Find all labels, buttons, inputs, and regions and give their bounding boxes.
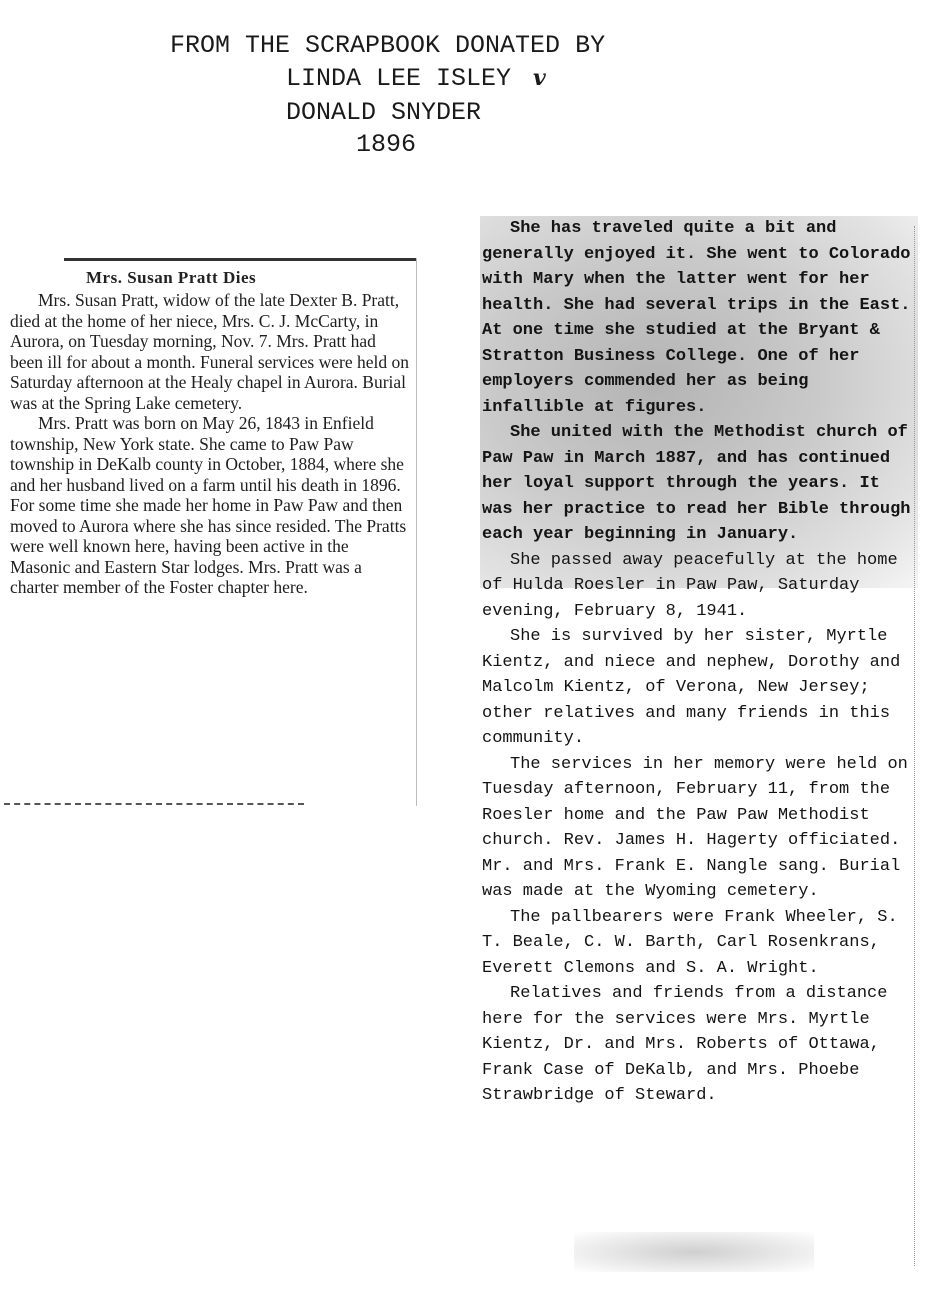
obituary-clipping-susan-pratt <box>4 258 417 806</box>
clipping-paragraph <box>482 420 916 548</box>
header-year: 1896 <box>356 130 417 159</box>
paragraph-text: Mrs. Pratt was born on May 26, 1843 in Enfield township, New York state. She came to Paw Paw township in DeKalb county in October, 1884, where she and her husband lived on a farm until his death in 1896. For some time she made her home in Paw Paw and then moved to Aurora where she has since resided. The Pratts were well known here, having been active in the Masonic and Eastern Star lodges. Mrs. Pratt was a charter member of the Foster chapter here. <box>10 413 407 597</box>
clipping-paragraph <box>482 905 916 982</box>
clipping-body <box>10 290 410 598</box>
paragraph-text: She passed away peacefully at the home of Hulda Roesler in Paw Paw, Saturday evening, February 8, 1941. <box>482 550 898 621</box>
clipping-paragraph <box>482 624 916 752</box>
obituary-clipping-continued <box>474 216 920 1276</box>
clipping-headline: Mrs. Susan Pratt Dies <box>86 268 257 287</box>
paragraph-text: Mrs. Susan Pratt, widow of the late Dexter B. Pratt, died at the home of her niece, Mrs. C. J. McCarty, in Aurora, on Tuesday morning, Nov. 7. Mrs. Pratt had been ill for about a month. Funeral services were held on Saturday afternoon at the Healy chapel in Aurora. Burial was at the Spring Lake cemetery. <box>10 290 409 413</box>
clipping-top-rule <box>64 258 416 261</box>
handwritten-mark: v <box>533 65 546 91</box>
clipping-paragraph <box>10 413 410 598</box>
clipping-paragraph <box>10 290 410 413</box>
paragraph-text: The pallbearers were Frank Wheeler, S. T. Beale, C. W. Barth, Carl Rosenkrans, Everett Clemons and S. A. Wright. <box>482 907 898 978</box>
donor-name: LINDA LEE ISLEY <box>286 64 512 93</box>
paragraph-text: Relatives and friends from a distance here for the services were Mrs. Myrtle Kientz, Dr. and Mrs. Roberts of Ottawa, Frank Case of DeKalb, and Mrs. Phoebe Strawbridge of Steward. <box>482 984 888 1105</box>
photocopy-smudge-bottom <box>574 1232 814 1272</box>
paragraph-text: She united with the Methodist church of Paw Paw in March 1887, and has continued her loyal support through the years. It was her practice to read her Bible through each year beginning in January. <box>482 423 911 544</box>
header-line-3: DONALD SNYDER <box>286 98 482 127</box>
header-line-1: FROM THE SCRAPBOOK DONATED BY <box>170 31 606 60</box>
clipping-paragraph <box>482 216 916 420</box>
paragraph-text: She has traveled quite a bit and generally enjoyed it. She went to Colorado with Mary when the latter went for her health. She had several trips in the East. At one time she studied at the Bryant & Stratton Business College. One of her employers commended her as being infallible at figures. <box>482 219 911 417</box>
paragraph-text: The services in her memory were held on Tuesday afternoon, February 11, from the Roesler home and the Paw Paw Methodist church. Rev. James H. Hagerty officiated. Mr. and Mrs. Frank E. Nangle sang. Burial was made at the Wyoming cemetery. <box>482 754 908 901</box>
clipping-bottom-rule <box>4 803 304 805</box>
header-line-2 <box>286 62 546 95</box>
clipping-paragraph <box>482 752 916 905</box>
clipping-paragraph <box>482 548 916 625</box>
clipping-body <box>482 216 916 1109</box>
clipping-paragraph <box>482 981 916 1109</box>
paragraph-text: She is survived by her sister, Myrtle Kientz, and niece and nephew, Dorothy and Malcolm Kientz, of Verona, New Jersey; other relatives and many friends in this community. <box>482 627 901 748</box>
